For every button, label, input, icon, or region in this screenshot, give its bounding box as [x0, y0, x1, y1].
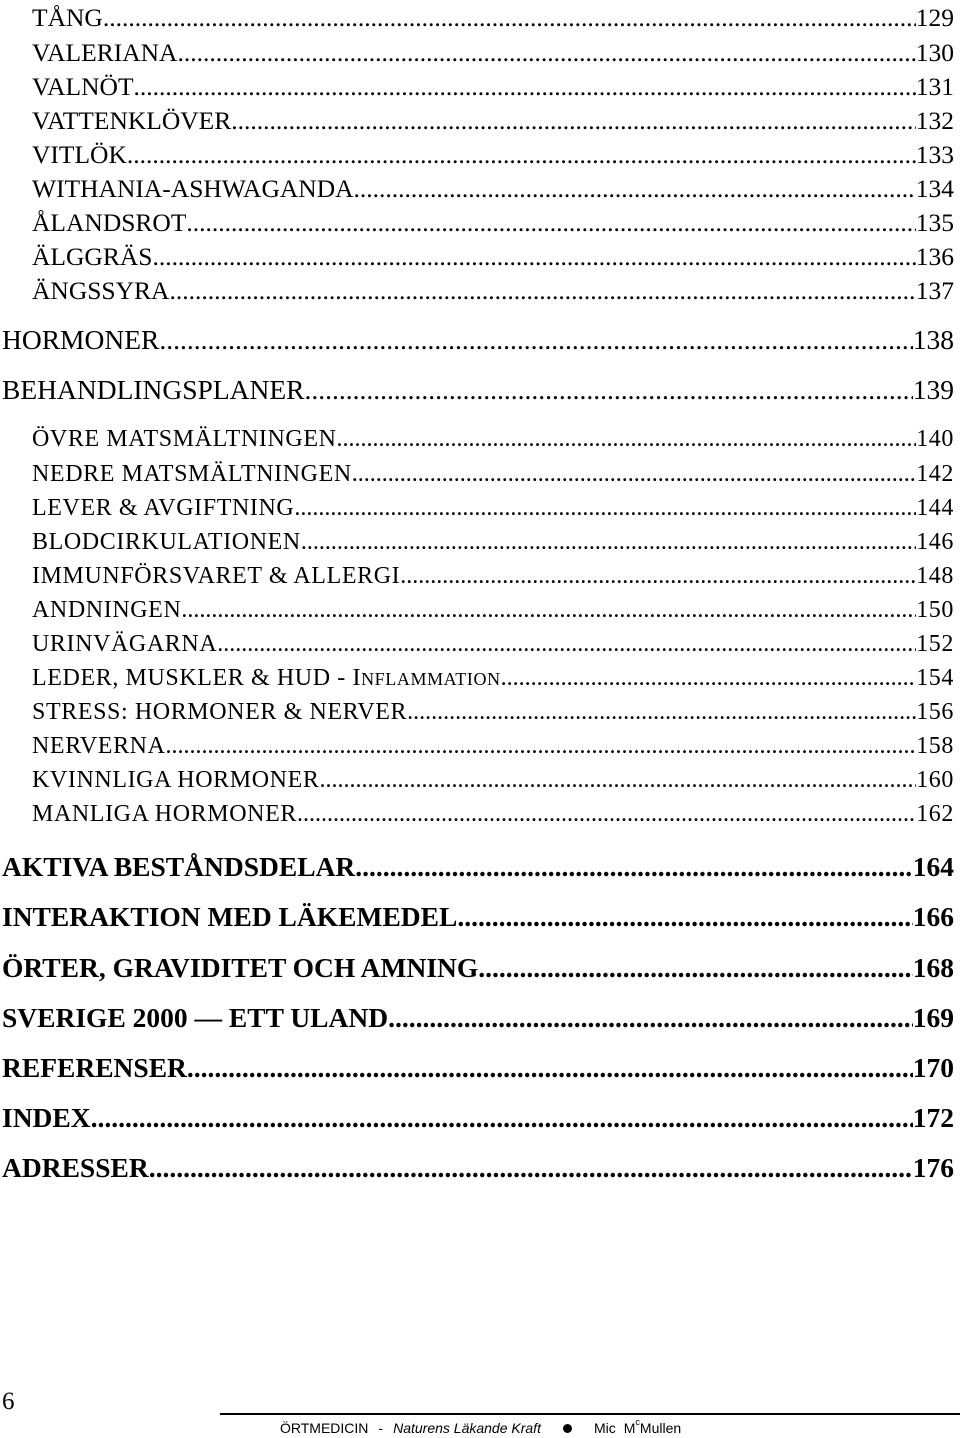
dot-leader: [457, 901, 912, 933]
toc-entry[interactable]: IMMUNFÖRSVARET & ALLERGI ..... 148: [32, 563, 954, 590]
toc-entry[interactable]: SVERIGE 2000 — ETT ULAND ..... 169: [2, 1002, 954, 1034]
dot-leader: [91, 1102, 913, 1134]
dot-leader: [134, 72, 916, 102]
footer-subtitle: Naturens Läkande Kraft: [393, 1420, 541, 1436]
toc-entry[interactable]: MANLIGA HORMONER ..... 162: [32, 801, 954, 828]
toc-entry[interactable]: VALNÖT ..... 131: [32, 72, 954, 102]
dot-leader: [305, 374, 913, 406]
dot-leader: [149, 1152, 913, 1184]
dot-leader: [294, 495, 916, 522]
page-number: 6: [2, 1388, 15, 1415]
dot-leader: [177, 38, 915, 68]
dot-leader: [166, 733, 917, 760]
dot-leader: [187, 1052, 913, 1084]
dot-leader: [501, 665, 917, 692]
dot-leader: [407, 699, 916, 726]
footer: [280, 1418, 681, 1438]
toc-entry[interactable]: URINVÄGARNA ..... 152: [32, 631, 954, 658]
toc-entry[interactable]: ÅLANDSROT ..... 135: [32, 208, 954, 238]
footer-author-first: Mic: [593, 1420, 616, 1436]
toc-entry[interactable]: LEVER & AVGIFTNING ..... 144: [32, 495, 954, 522]
toc-entry[interactable]: BEHANDLINGSPLANER ..... 139: [2, 374, 954, 406]
toc-entry[interactable]: ADRESSER ..... 176: [2, 1152, 954, 1184]
footer-author-last: Mullen: [639, 1420, 682, 1436]
dot-leader: [301, 529, 916, 556]
footer-book-title: ÖRTMEDICIN: [280, 1420, 369, 1436]
toc-entry[interactable]: KVINNLIGA HORMONER ..... 160: [32, 767, 954, 794]
toc-entry[interactable]: INDEX ..... 172: [2, 1102, 954, 1134]
toc-entry[interactable]: HORMONER ..... 138: [2, 324, 954, 356]
dot-leader: [181, 597, 916, 624]
dot-leader: [169, 276, 915, 306]
dot-leader: [127, 140, 916, 170]
toc-entry[interactable]: WITHANIA-ASHWAGANDA ..... 134: [32, 174, 954, 204]
toc-entry[interactable]: ANDNINGEN ..... 150: [32, 597, 954, 624]
dot-leader: [337, 426, 917, 453]
footer-author-m: M: [623, 1420, 636, 1436]
bullet-icon: [563, 1424, 572, 1433]
footer-dash: -: [378, 1420, 384, 1436]
toc-entry[interactable]: NEDRE MATSMÄLTNINGEN ..... 142: [32, 461, 954, 488]
toc-entry[interactable]: VALERIANA ..... 130: [32, 38, 954, 68]
footer-author-c: c: [635, 1417, 640, 1427]
dot-leader: [319, 767, 916, 794]
dot-leader: [186, 208, 915, 238]
dot-leader: [478, 952, 912, 984]
toc-entry[interactable]: VATTENKLÖVER ..... 132: [32, 106, 954, 136]
dot-leader: [400, 563, 916, 590]
toc-entry[interactable]: ÄNGSSYRA ..... 137: [32, 276, 954, 306]
toc-entry[interactable]: INTERAKTION MED LÄKEMEDEL ..... 166: [2, 901, 954, 933]
dot-leader: [159, 324, 912, 356]
dot-leader: [152, 242, 915, 272]
toc-entry[interactable]: VITLÖK ..... 133: [32, 140, 954, 170]
toc-entry[interactable]: STRESS: HORMONER & NERVER ..... 156: [32, 699, 954, 726]
toc-entry[interactable]: LEDER, MUSKLER & HUD - INFLAMMATION ..... 154: [32, 665, 954, 692]
dot-leader: [355, 851, 912, 883]
dot-leader: [352, 461, 916, 488]
toc-entry[interactable]: TÅNG ..... 129: [32, 3, 954, 33]
dot-leader: [217, 631, 916, 658]
toc-entry[interactable]: ÄLGGRÄS ..... 136: [32, 242, 954, 272]
toc-entry[interactable]: AKTIVA BESTÅNDSDELAR ..... 164: [2, 851, 954, 883]
dot-leader: [297, 801, 916, 828]
toc-entry[interactable]: REFERENSER ..... 170: [2, 1052, 954, 1084]
toc-entry[interactable]: ÖRTER, GRAVIDITET OCH AMNING ..... 168: [2, 952, 954, 984]
dot-leader: [388, 1002, 913, 1034]
dot-leader: [231, 106, 915, 136]
toc-entry[interactable]: BLODCIRKULATIONEN ..... 146: [32, 529, 954, 556]
dot-leader: [103, 3, 916, 33]
toc-entry[interactable]: NERVERNA ..... 158: [32, 733, 954, 760]
toc-entry[interactable]: ÖVRE MATSMÄLTNINGEN ..... 140: [32, 426, 954, 453]
dot-leader: [354, 174, 916, 204]
footer-rule: [220, 1413, 960, 1415]
